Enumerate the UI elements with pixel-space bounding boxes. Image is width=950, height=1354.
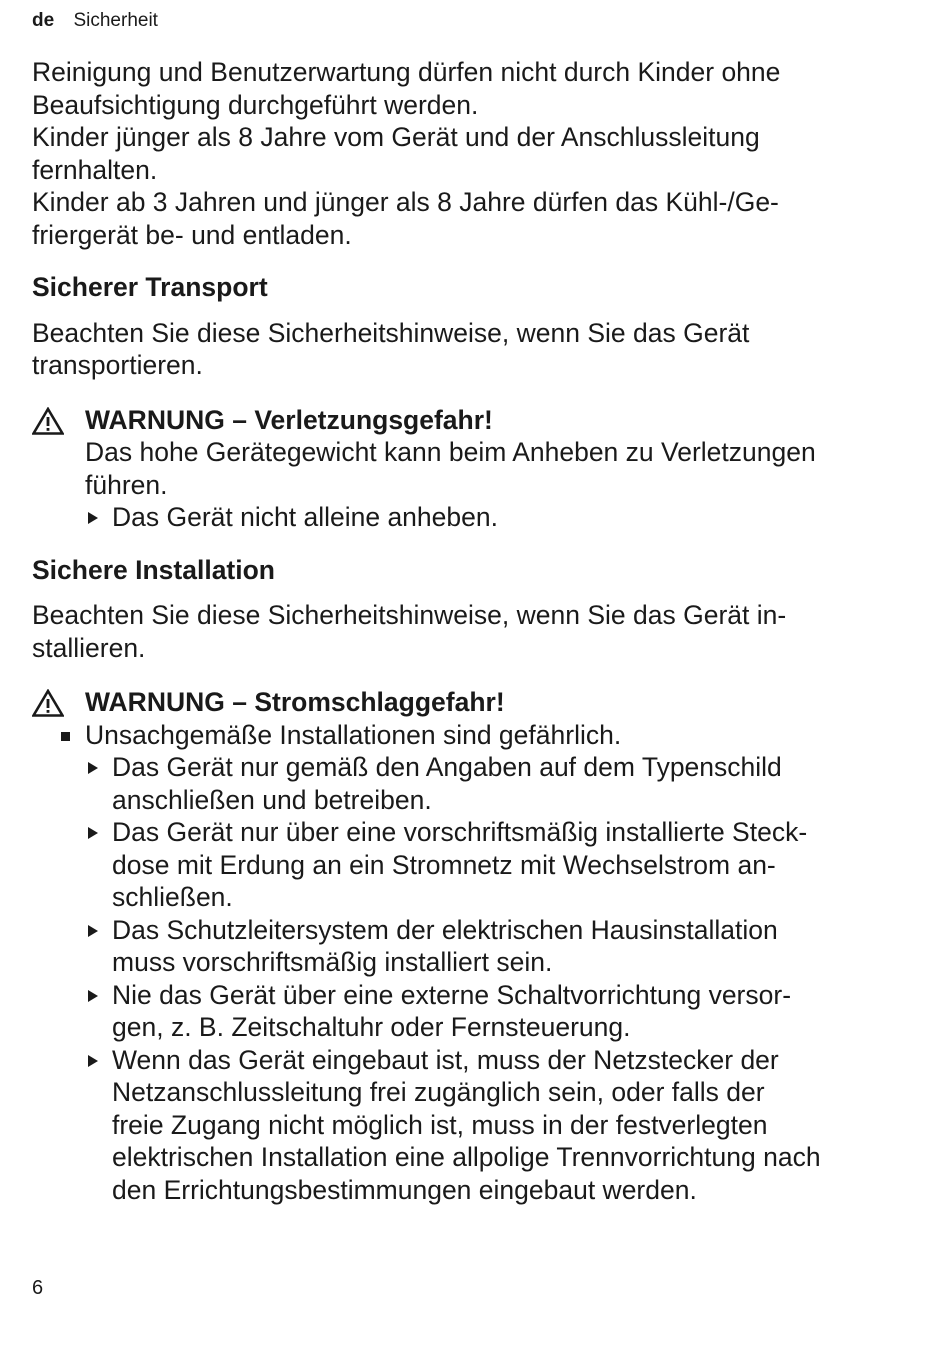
arrow-right-icon (88, 762, 98, 774)
instruction-step (85, 979, 912, 1044)
instruction-step (85, 914, 912, 979)
arrow-right-icon (88, 990, 98, 1002)
intro-line: Beaufsichtigung durchgeführt werden. (32, 89, 479, 120)
intro-line: Reinigung und Benutzerwartung dürfen nicht durch Kinder ohne (32, 57, 781, 87)
arrow-right-icon (88, 925, 98, 937)
arrow-right-icon (88, 827, 98, 839)
arrow-right-icon (88, 1055, 98, 1067)
step-text: elektrischen Installation eine allpolige Trennvorrichtung nach (112, 1142, 821, 1172)
instruction-step (85, 1044, 912, 1207)
step-text: Das Gerät nur gemäß den Angaben auf dem Typenschild (112, 752, 782, 782)
page-number: 6 (32, 1277, 44, 1299)
warning-title: WARNUNG – Verletzungsgefahr! (85, 404, 493, 435)
transport-warning (32, 404, 912, 534)
transport-line: transportieren. (32, 350, 203, 380)
installation-line: stallieren. (32, 632, 146, 663)
step-text: anschließen und betreiben. (112, 784, 432, 815)
step-text: Nie das Gerät über eine externe Schaltvorrichtung versor- (112, 979, 792, 1010)
step-text: schließen. (112, 882, 233, 912)
step-text: Das Gerät nicht alleine anheben. (112, 502, 498, 532)
step-text: freie Zugang nicht möglich ist, muss in der festverlegten (112, 1109, 768, 1140)
transport-heading: Sicherer Transport (32, 272, 268, 302)
intro-line: Kinder jünger als 8 Jahre vom Gerät und der Anschlussleitung (32, 122, 760, 152)
warning-triangle-icon (32, 689, 64, 717)
installation-warning (32, 686, 912, 1206)
language-code: de (32, 10, 55, 31)
intro-line: Kinder ab 3 Jahren und jünger als 8 Jahre dürfen das Kühl-/Ge- (32, 187, 779, 217)
section-title: Sicherheit (73, 10, 158, 31)
warning-triangle-icon (32, 407, 64, 435)
transport-line: Beachten Sie diese Sicherheitshinweise, wenn Sie das Gerät (32, 317, 750, 348)
instruction-step (85, 501, 912, 534)
installation-line: Beachten Sie diese Sicherheitshinweise, wenn Sie das Gerät in- (32, 600, 787, 630)
step-text: den Errichtungsbestimmungen eingebaut werden. (112, 1174, 697, 1205)
step-text: muss vorschriftsmäßig installiert sein. (112, 947, 553, 977)
bullet-text: Unsachgemäße Installationen sind gefährlich. (85, 719, 622, 750)
hazard-bullet (85, 719, 912, 752)
transport-paragraph (32, 317, 912, 382)
step-text: gen, z. B. Zeitschaltuhr oder Fernsteuerung. (112, 1012, 631, 1042)
arrow-right-icon (88, 512, 98, 524)
step-text: dose mit Erdung an ein Stromnetz mit Wechselstrom an- (112, 849, 776, 880)
page-header (32, 9, 158, 33)
step-text: Das Gerät nur über eine vorschriftsmäßig installierte Steck- (112, 817, 808, 847)
installation-heading: Sichere Installation (32, 554, 275, 585)
intro-paragraph (32, 56, 912, 251)
page-content (32, 56, 912, 1206)
instruction-step (85, 816, 912, 914)
square-bullet-icon (61, 732, 70, 741)
warning-title: WARNUNG – Stromschlaggefahr! (85, 687, 505, 717)
installation-paragraph (32, 599, 912, 664)
instruction-step (85, 751, 912, 816)
step-text: Wenn das Gerät eingebaut ist, muss der Netzstecker der (112, 1044, 779, 1075)
intro-line: fernhalten. (32, 154, 158, 185)
step-text: Das Schutzleitersystem der elektrischen Hausinstallation (112, 914, 778, 945)
warning-text: Das hohe Gerätegewicht kann beim Anheben zu Verletzungen (85, 437, 816, 467)
step-text: Netzanschlussleitung frei zugänglich sein, oder falls der (112, 1077, 765, 1107)
warning-text: führen. (85, 469, 168, 500)
intro-line: friergerät be- und entladen. (32, 219, 352, 250)
